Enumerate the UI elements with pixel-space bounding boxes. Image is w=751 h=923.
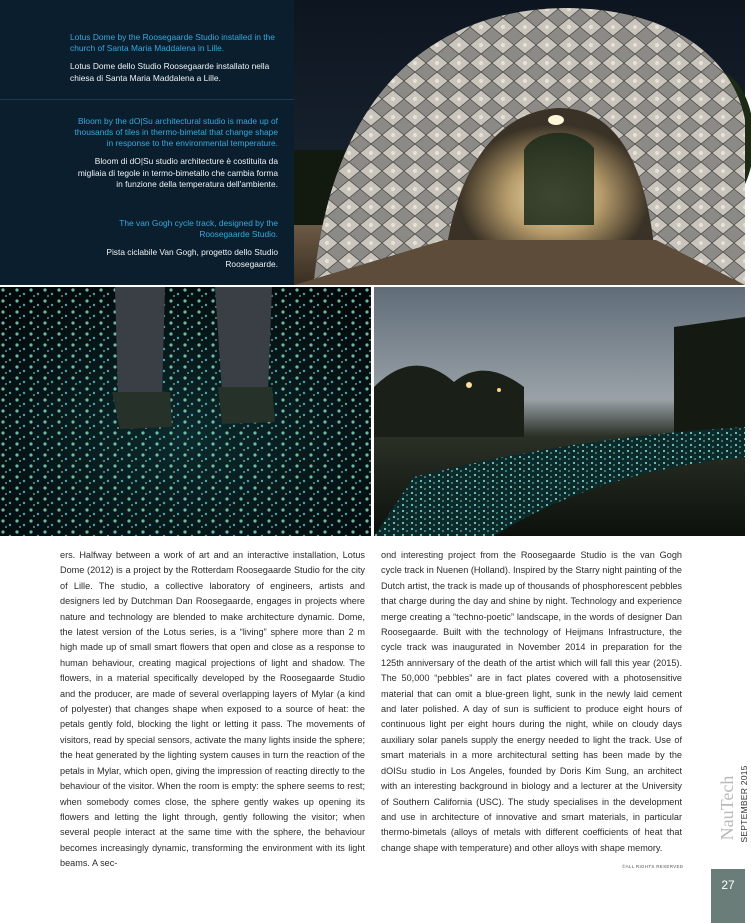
caption-bloom <box>70 116 278 190</box>
caption-italian: Bloom di dO|Su studio architecture è costituita da migliaia di tegole in termo-bimetallo che cambia forma in funzione della temperatura dell'ambiente. <box>77 156 278 189</box>
photo-glowing-pebbles-feet <box>0 287 371 536</box>
caption-english: Bloom by the dO|Su architectural studio is made up of thousands of tiles in thermo-bimetal that change shape in response to the environmental temperature. <box>74 115 278 149</box>
copyright-notice: ©ALL RIGHTS RESERVED <box>622 864 684 869</box>
page-number: 27 <box>711 869 745 923</box>
magazine-issue-date: SEPTEMBER 2015 <box>739 765 749 843</box>
magazine-name: NauTech <box>717 775 737 841</box>
caption-lotus-dome <box>70 32 278 84</box>
photo-van-gogh-cycle-path <box>374 287 745 536</box>
article-text-left-column: ers. Halfway between a work of art and an interactive installation, Lotus Dome (2012) is a project by the Rotterdam Roosegaarde Studio for the city of Lille. The studio, a collective laboratory of engineers, artists and designers led by Dutchman Dan Roosegaarde, engages in projects where nature and technology are blended to make architecture dynamic. Dome, the latest version of the Lotus series, is a “living” sphere more than 2 m high made up of small smart flowers that open and close as a response to human behaviour, creating magical projections of light and shadow. The flowers, in a material specifically developed by the Roosegaarde Studio and the producer, are made of several overlapping layers of Mylar (a kind of polyester) that changes shape when exposed to a source of heat: the petals gently fold, blocking the light or letting it pass. The movements of visitors, read by special sensors, activate the many lights inside the sphere; the heat generated by the lighting system causes in turn the reaction of the petals in Mylar, which open, giving the impression of reacting directly to the behaviour of the visitor. When the room is empty: the sphere seems to rest; when somebody comes close, the sphere gently wakes up opening its flowers and letting the light through, gently following the visitor; when several people interact at the same time with the sphere, the behaviour becomes increasingly dynamic, transforming the environment with its light beams. A sec- <box>60 550 365 869</box>
photo-bloom-dome <box>294 0 745 285</box>
caption-panel <box>0 0 294 285</box>
article-text-right-column: ond interesting project from the Roosegaarde Studio is the van Gogh cycle track in Nuenen (Holland). Inspired by the Starry night painting of the Dutch artist, the track is made up of thousands of phosphorescent pebbles that charge during the day and shine by night. Technology and experience merge creating a “techno-poetic” landscape, in the words of designer Dan Roosegaarde. Built with the technology of Heijmans Infrastructure, the cycle track was inaugurated in November 2014 in preparation for the 125th anniversary of the death of the artist which will fall this year (2015). The 50,000 “pebbles” are in fact plates covered with a photosensitive material that can omit a blue-green light, sunk in the newly laid cement and later polished. A day of sun is sufficient to produce eight hours of continuous light per eight hours during the night, while on cloudy days auxiliary solar panels supply the energy needed to light the track. Use of smart materials in a more architectural setting has been made by the dOISu studio in Los Angeles, founded by Doris Kim Sung, an architect with an interesting background in biology and a lecturer at the University of Southern California (USC). The study specialises in the development and use in architecture of innovative and smart materials, in particular thermo-bimetals (alloys of metals with different coefficients of heat that change shape with temperature) and other alloys with shape memory. <box>381 550 682 853</box>
caption-divider <box>0 99 294 100</box>
caption-cycle-track <box>70 218 278 270</box>
magazine-brand <box>711 760 749 868</box>
caption-english: Lotus Dome by the Roosegaarde Studio installed in the church of Santa Maria Maddalena in Lille. <box>70 32 275 54</box>
caption-english: The van Gogh cycle track, designed by the Roosegaarde Studio. <box>119 218 278 240</box>
magazine-side-strip <box>711 760 749 868</box>
caption-italian: Pista ciclabile Van Gogh, progetto dello Studio Roosegaarde. <box>106 247 278 269</box>
caption-italian: Lotus Dome dello Studio Roosegaarde installato nella chiesa di Santa Maria Maddalena a Lille. <box>70 61 270 83</box>
